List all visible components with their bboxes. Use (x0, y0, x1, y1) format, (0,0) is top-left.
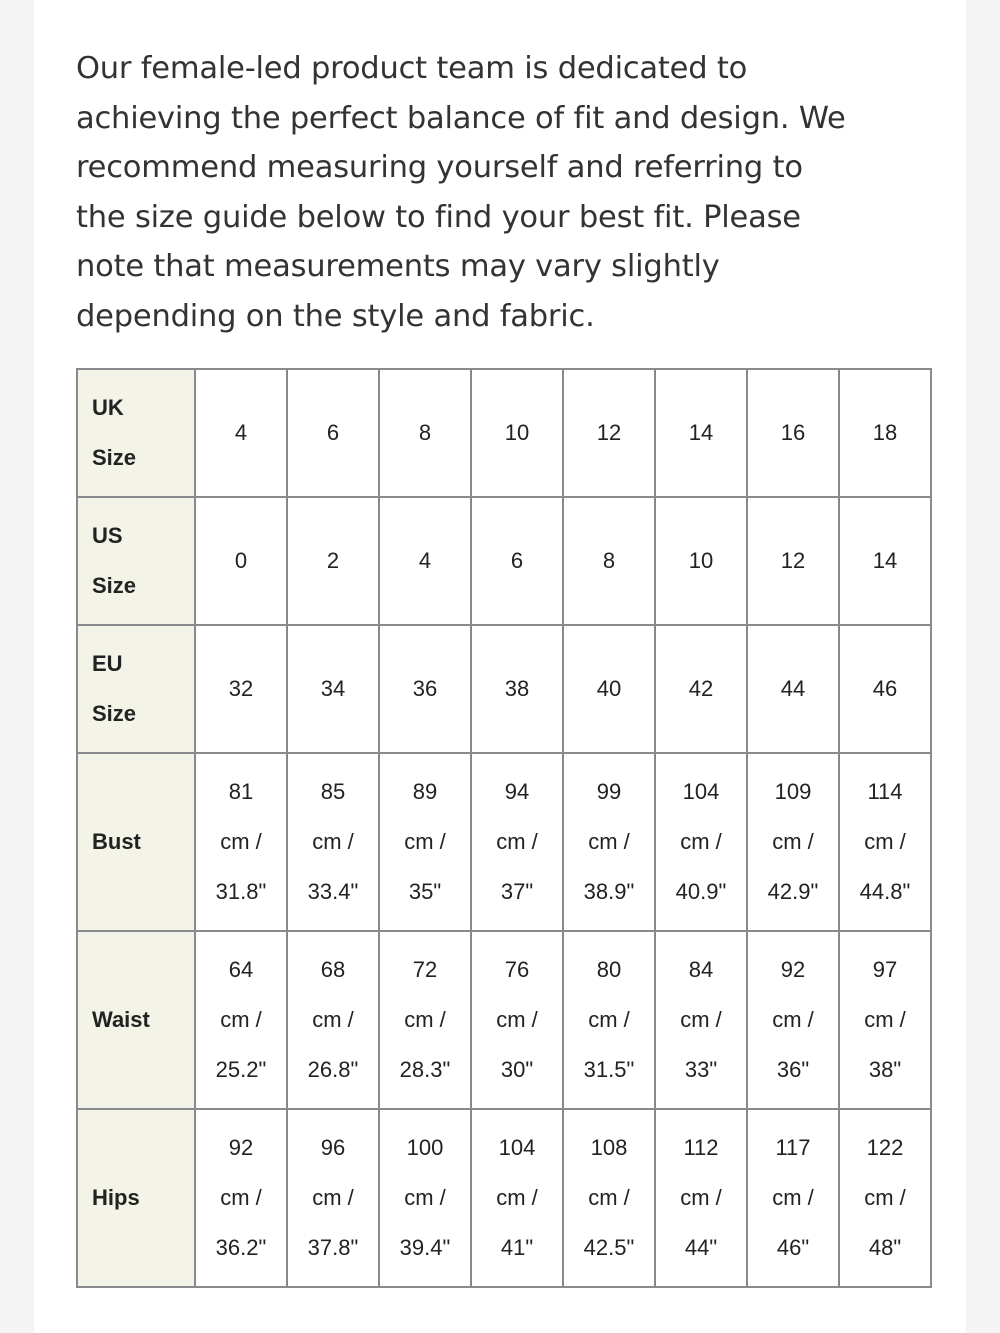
measurement-line: 94 (504, 779, 530, 804)
measurement-line: 97 (872, 957, 898, 982)
measurement-line: 112 (683, 1135, 719, 1160)
measurement-line: 96 (320, 1135, 346, 1160)
measurement-value (472, 1123, 562, 1273)
size-guide-table (76, 368, 932, 1288)
row-header (77, 625, 195, 753)
measurement-line: cm / (864, 1185, 906, 1210)
measurement-line: 109 (774, 779, 812, 804)
size-cell (379, 625, 471, 753)
measurement-cell (287, 753, 379, 931)
measurement-line: cm / (220, 829, 262, 854)
measurement-value (564, 767, 654, 917)
measurement-line: 36" (776, 1057, 810, 1082)
size-cell (839, 369, 931, 497)
measurement-cell (655, 1109, 747, 1287)
measurement-cell (379, 931, 471, 1109)
size-value: 38 (504, 676, 530, 701)
row-header-text: UK (92, 395, 124, 420)
size-cell (287, 497, 379, 625)
table-row (77, 369, 931, 497)
row-header-text: Size (92, 445, 137, 470)
size-cell (471, 497, 563, 625)
intro-paragraph (76, 44, 936, 342)
row-header (77, 369, 195, 497)
size-cell (655, 369, 747, 497)
row-header-text: Bust (92, 829, 141, 854)
measurement-line: 92 (780, 957, 806, 982)
table-row (77, 1109, 931, 1287)
measurement-value (656, 945, 746, 1095)
measurement-line: cm / (680, 1185, 722, 1210)
measurement-line: 39.4" (399, 1235, 451, 1260)
measurement-value (472, 945, 562, 1095)
row-header-text: Waist (92, 1007, 150, 1032)
size-cell (747, 497, 839, 625)
size-value: 12 (780, 548, 806, 573)
measurement-line: 35" (408, 879, 442, 904)
measurement-cell (747, 753, 839, 931)
page-content (34, 0, 966, 1333)
measurement-line: 48" (868, 1235, 902, 1260)
measurement-line: 46" (776, 1235, 810, 1260)
measurement-line: 72 (412, 957, 438, 982)
measurement-line: 36.2" (215, 1235, 267, 1260)
measurement-value (564, 1123, 654, 1273)
measurement-line: 64 (228, 957, 254, 982)
intro-line: Our female-led product team is dedicated to (76, 51, 748, 86)
measurement-value (472, 767, 562, 917)
size-cell (471, 625, 563, 753)
measurement-line: cm / (864, 829, 906, 854)
size-value: 4 (418, 548, 432, 573)
intro-line: the size guide below to find your best fit. Please (76, 199, 801, 235)
size-value: 36 (412, 676, 438, 701)
measurement-line: 117 (775, 1135, 811, 1160)
measurement-cell (471, 931, 563, 1109)
measurement-line: 41" (500, 1235, 534, 1260)
measurement-value (748, 767, 838, 917)
measurement-value (196, 1123, 286, 1273)
measurement-line: 31.5" (583, 1057, 635, 1082)
row-header (77, 931, 195, 1109)
size-cell (379, 369, 471, 497)
measurement-line: cm / (588, 829, 630, 854)
row-header-text: Size (92, 573, 137, 598)
size-cell (563, 369, 655, 497)
measurement-line: cm / (312, 829, 354, 854)
measurement-line: cm / (312, 1007, 354, 1032)
size-value: 18 (872, 420, 898, 445)
measurement-cell (655, 753, 747, 931)
measurement-value (564, 945, 654, 1095)
measurement-value (288, 1123, 378, 1273)
measurement-line: 25.2" (215, 1057, 267, 1082)
row-header (77, 497, 195, 625)
measurement-line: 80 (596, 957, 622, 982)
measurement-cell (747, 931, 839, 1109)
measurement-line: 104 (682, 779, 720, 804)
measurement-line: 38" (868, 1057, 902, 1082)
measurement-cell (747, 1109, 839, 1287)
row-header-text: Size (92, 701, 137, 726)
size-value: 6 (510, 548, 524, 573)
intro-line: note that measurements may vary slightly (76, 249, 720, 285)
measurement-line: 40.9" (675, 879, 727, 904)
measurement-line: 76 (504, 957, 530, 982)
size-value: 6 (326, 420, 340, 445)
measurement-line: 85 (320, 779, 346, 804)
size-cell (655, 625, 747, 753)
measurement-cell (839, 931, 931, 1109)
size-value: 34 (320, 676, 346, 701)
measurement-line: 84 (688, 957, 714, 982)
size-value: 12 (596, 420, 622, 445)
measurement-cell (563, 753, 655, 931)
measurement-line: cm / (404, 1185, 446, 1210)
row-header (77, 1109, 195, 1287)
size-cell (195, 625, 287, 753)
measurement-line: cm / (588, 1185, 630, 1210)
measurement-line: cm / (312, 1185, 354, 1210)
measurement-line: 108 (590, 1135, 628, 1160)
measurement-line: cm / (220, 1007, 262, 1032)
size-value: 0 (234, 548, 248, 573)
measurement-cell (839, 1109, 931, 1287)
measurement-value (288, 767, 378, 917)
measurement-line: cm / (680, 1007, 722, 1032)
measurement-cell (471, 753, 563, 931)
measurement-value (840, 1123, 930, 1273)
measurement-line: 33" (684, 1057, 718, 1082)
size-value: 40 (596, 676, 622, 701)
measurement-value (840, 945, 930, 1095)
row-header-text: Hips (92, 1185, 140, 1210)
measurement-value (656, 767, 746, 917)
measurement-cell (287, 1109, 379, 1287)
size-cell (195, 369, 287, 497)
measurement-line: cm / (588, 1007, 630, 1032)
size-value: 14 (872, 548, 898, 573)
measurement-cell (195, 753, 287, 931)
size-cell (287, 369, 379, 497)
measurement-cell (471, 1109, 563, 1287)
measurement-cell (379, 1109, 471, 1287)
measurement-line: 37" (500, 879, 534, 904)
table-row (77, 753, 931, 931)
measurement-cell (655, 931, 747, 1109)
measurement-cell (839, 753, 931, 931)
table-row (77, 497, 931, 625)
measurement-line: cm / (404, 829, 446, 854)
measurement-line: cm / (772, 1007, 814, 1032)
measurement-line: 44" (684, 1235, 718, 1260)
intro-line: recommend measuring yourself and referring to (76, 150, 803, 186)
measurement-line: 114 (867, 779, 903, 804)
measurement-line: cm / (864, 1007, 906, 1032)
measurement-line: 89 (412, 779, 438, 804)
size-cell (747, 625, 839, 753)
measurement-line: 31.8" (215, 879, 267, 904)
row-header-text: EU (92, 651, 123, 676)
row-header-text: US (92, 523, 123, 548)
size-cell (195, 497, 287, 625)
measurement-line: 42.5" (583, 1235, 635, 1260)
size-cell (839, 497, 931, 625)
measurement-value (748, 945, 838, 1095)
measurement-line: 38.9" (583, 879, 635, 904)
measurement-value (748, 1123, 838, 1273)
measurement-line: 28.3" (399, 1057, 451, 1082)
size-value: 32 (228, 676, 254, 701)
size-value: 8 (418, 420, 432, 445)
measurement-line: 26.8" (307, 1057, 359, 1082)
size-value: 16 (780, 420, 806, 445)
measurement-line: 42.9" (767, 879, 819, 904)
measurement-value (196, 767, 286, 917)
measurement-line: 81 (228, 779, 254, 804)
measurement-value (840, 767, 930, 917)
table-row (77, 625, 931, 753)
measurement-line: cm / (496, 1185, 538, 1210)
measurement-line: 37.8" (307, 1235, 359, 1260)
size-cell (563, 497, 655, 625)
size-cell (471, 369, 563, 497)
measurement-cell (195, 931, 287, 1109)
measurement-value (196, 945, 286, 1095)
measurement-cell (195, 1109, 287, 1287)
measurement-value (288, 945, 378, 1095)
size-value: 42 (688, 676, 714, 701)
size-cell (747, 369, 839, 497)
measurement-line: 30" (500, 1057, 534, 1082)
measurement-value (656, 1123, 746, 1273)
size-cell (655, 497, 747, 625)
size-cell (563, 625, 655, 753)
size-value: 44 (780, 676, 806, 701)
intro-line: depending on the style and fabric. (76, 298, 595, 334)
measurement-line: 44.8" (859, 879, 911, 904)
table-row (77, 931, 931, 1109)
measurement-line: 122 (866, 1135, 904, 1160)
measurement-cell (287, 931, 379, 1109)
size-value: 10 (504, 420, 530, 445)
measurement-line: 100 (406, 1135, 444, 1160)
measurement-cell (563, 931, 655, 1109)
size-value: 14 (688, 420, 714, 445)
measurement-cell (379, 753, 471, 931)
size-value: 2 (326, 548, 340, 573)
measurement-value (380, 945, 470, 1095)
measurement-value (380, 767, 470, 917)
measurement-line: cm / (772, 829, 814, 854)
measurement-line: 104 (498, 1135, 536, 1160)
size-cell (287, 625, 379, 753)
size-value: 46 (872, 676, 898, 701)
size-cell (379, 497, 471, 625)
measurement-line: cm / (496, 829, 538, 854)
size-value: 10 (688, 548, 714, 573)
measurement-line: cm / (404, 1007, 446, 1032)
measurement-line: 99 (596, 779, 622, 804)
measurement-line: cm / (680, 829, 722, 854)
measurement-line: cm / (220, 1185, 262, 1210)
measurement-value (380, 1123, 470, 1273)
size-cell (839, 625, 931, 753)
intro-line: achieving the perfect balance of fit and design. We (76, 100, 846, 136)
size-value: 8 (602, 548, 616, 573)
size-value: 4 (234, 420, 248, 445)
measurement-line: 68 (320, 957, 346, 982)
measurement-line: 33.4" (307, 879, 359, 904)
measurement-line: cm / (772, 1185, 814, 1210)
measurement-line: cm / (496, 1007, 538, 1032)
measurement-cell (563, 1109, 655, 1287)
row-header (77, 753, 195, 931)
measurement-line: 92 (228, 1135, 254, 1160)
